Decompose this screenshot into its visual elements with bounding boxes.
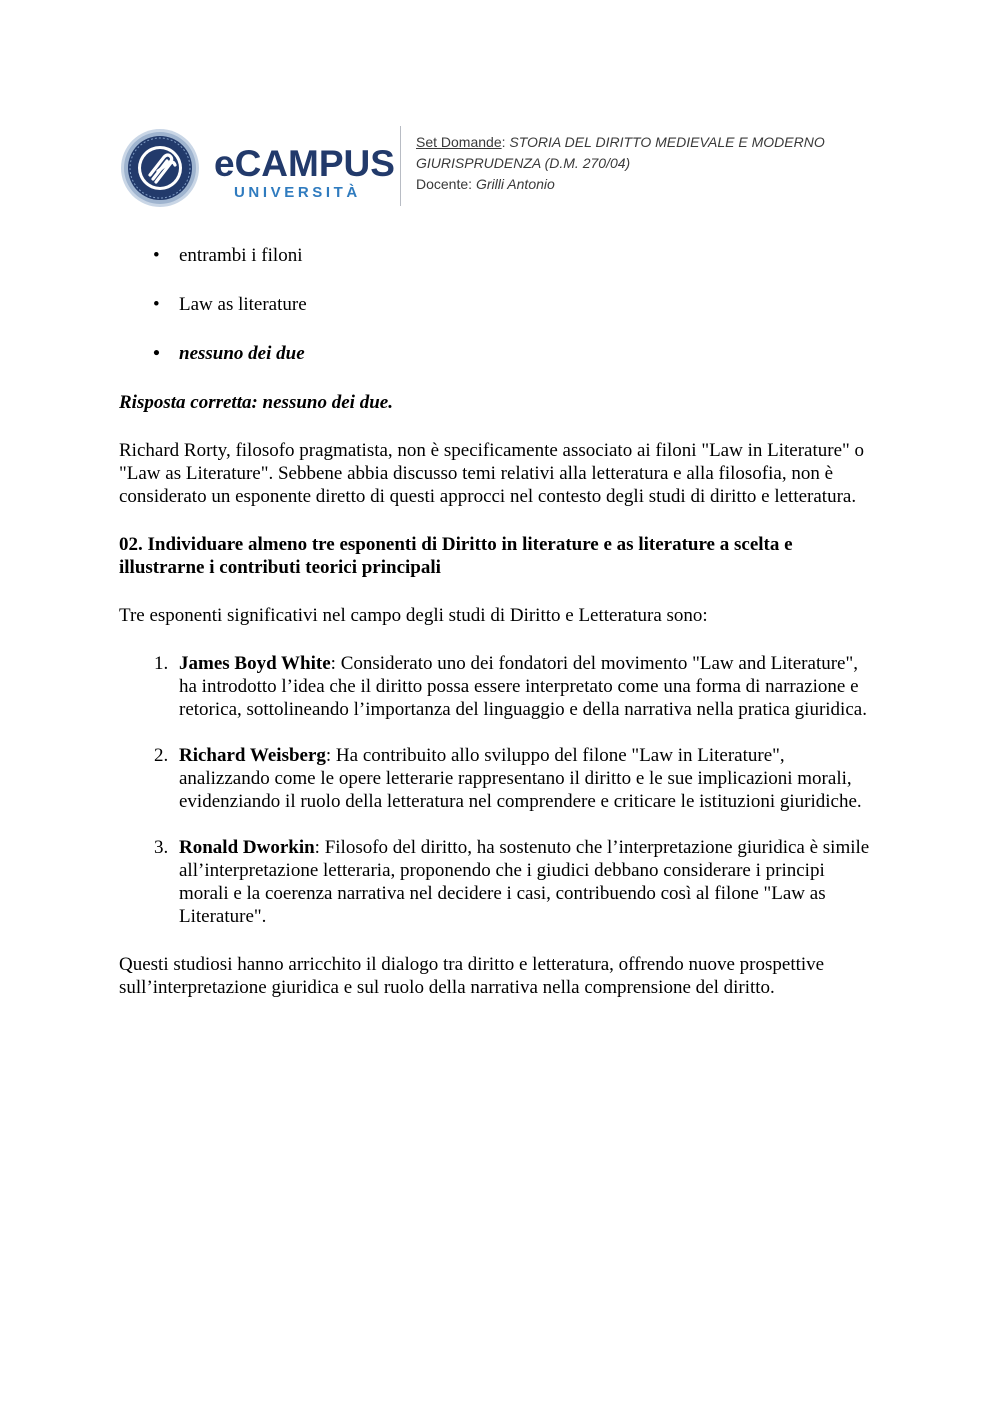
teacher-separator: : bbox=[468, 176, 476, 192]
question-intro: Tre esponenti significativi nel campo degli studi di Diritto e Letteratura sono: bbox=[119, 605, 708, 626]
list-item bbox=[119, 744, 879, 813]
teacher-name: Grilli Antonio bbox=[475, 176, 555, 192]
page-header bbox=[120, 124, 880, 210]
option-text: Law as literature bbox=[179, 294, 307, 315]
conclusion-paragraph: Questi studiosi hanno arricchito il dialogo tra diritto e letteratura, offrendo nuove prospettive sull’interpretazione giuridica e sul ruolo della narrativa nella comprensione del diritto. bbox=[119, 954, 825, 998]
exponent-description: : Filosofo del diritto, ha sostenuto che l’interpretazione giuridica è simile all’interpretazione letteraria, proponendo che i giudici debbano considerare i principi morali e la coerenza narrativa nel decidere i casi, contribuendo così al filone "Law as Literature". bbox=[179, 837, 870, 927]
bullet-icon: • bbox=[153, 294, 160, 315]
course-degree: GIURISPRUDENZA (D.M. 270/04) bbox=[416, 155, 631, 171]
correct-answer: Risposta corretta: nessuno dei due. bbox=[119, 392, 393, 413]
logo-subtitle: UNIVERSITÀ bbox=[234, 184, 361, 201]
document-body bbox=[119, 244, 879, 1024]
option-item bbox=[119, 244, 879, 267]
exponent-name: James Boyd White bbox=[179, 653, 331, 674]
exponent-description: : Ha contribuito allo sviluppo del filone "Law in Literature", analizzando come le opere letterarie rappresentano il diritto e le sue implicazioni morali, evidenziando il ruolo della letteratura nel comprendere e criticare le istituzioni giuridiche. bbox=[179, 745, 862, 812]
item-number: 3. bbox=[154, 837, 169, 858]
option-item-correct bbox=[119, 342, 879, 365]
exponent-name: Ronald Dworkin bbox=[179, 837, 315, 858]
course-title: STORIA DEL DIRITTO MEDIEVALE E MODERNO bbox=[509, 134, 825, 150]
course-line-2 bbox=[416, 153, 886, 174]
option-item bbox=[119, 293, 879, 316]
teacher-line bbox=[416, 174, 886, 195]
exponents-list bbox=[119, 652, 879, 928]
exponent-description: : Considerato uno dei fondatori del movimento "Law and Literature", ha introdotto l’idea che il diritto possa essere interpretato come una forma di narrazione e retorica, sottolineando l’importanza del linguaggio e della narrativa nella pratica giuridica. bbox=[179, 653, 867, 720]
ecampus-seal-icon bbox=[120, 128, 200, 208]
list-item bbox=[119, 836, 879, 928]
item-number: 1. bbox=[154, 653, 169, 674]
logo-wordmark: eCAMPUS bbox=[214, 143, 395, 184]
course-info bbox=[416, 132, 886, 195]
option-text: nessuno dei due bbox=[179, 343, 305, 364]
question-title: 02. Individuare almeno tre esponenti di Diritto in literature e as literature a scelta e illustrarne i contributi teorici principali bbox=[119, 534, 793, 578]
header-divider bbox=[400, 126, 401, 206]
option-text: entrambi i filoni bbox=[179, 245, 303, 266]
course-line-1 bbox=[416, 132, 886, 153]
set-separator: : bbox=[501, 134, 510, 150]
explanation-paragraph: Richard Rorty, filosofo pragmatista, non è specificamente associato ai filoni "Law in Literature" o "Law as Literature". Sebbene abbia discusso temi relativi alla letteratura e alla filosofia, non è considerato un esponente diretto di questi approcci nel contesto degli studi di diritto e letteratura. bbox=[119, 440, 865, 507]
exponent-name: Richard Weisberg bbox=[179, 745, 326, 766]
bullet-icon: • bbox=[153, 245, 160, 266]
ecampus-logo bbox=[214, 144, 394, 204]
answer-options bbox=[119, 244, 879, 365]
list-item bbox=[119, 652, 879, 721]
teacher-label: Docente bbox=[416, 176, 469, 192]
item-number: 2. bbox=[154, 745, 169, 766]
bullet-icon: • bbox=[153, 343, 160, 364]
set-label: Set Domande bbox=[416, 134, 502, 150]
